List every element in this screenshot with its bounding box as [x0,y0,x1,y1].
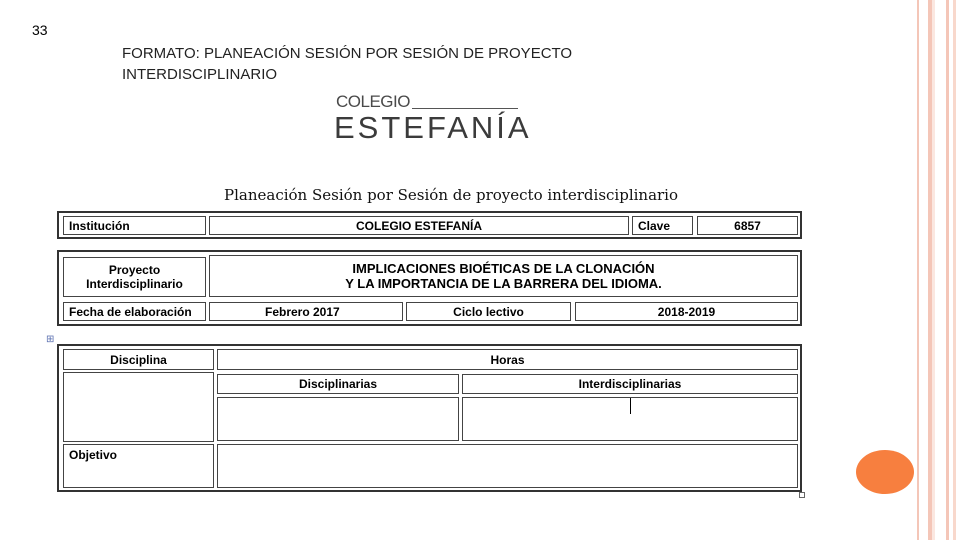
ciclo-label: Ciclo lectivo [406,302,571,321]
slide-title: FORMATO: PLANEACIÓN SESIÓN POR SESIÓN DE PROYECTO INTERDISCIPLINARIO [122,45,573,83]
disciplina-value[interactable] [63,372,214,442]
school-logo [334,92,532,152]
decor-stripe [953,0,956,540]
disciplina-label: Disciplina [63,349,214,370]
logo-top-text: COLEGIO [336,92,410,111]
objetivo-label: Objetivo [63,444,214,488]
decor-circle [856,450,914,494]
horas-label: Horas [217,349,798,370]
project-label-line1: Proyecto [108,263,161,277]
table-resize-handle[interactable] [799,492,805,498]
disciplinarias-label: Disciplinarias [217,374,459,394]
project-label [63,257,206,297]
clave-label: Clave [632,216,693,235]
logo-line [412,108,518,109]
institution-value: COLEGIO ESTEFANÍA [209,216,629,235]
decor-stripe [932,0,935,540]
fecha-label: Fecha de elaboración [63,302,206,321]
logo-main-text: ESTEFANÍA [334,110,532,145]
project-table [57,250,802,326]
clave-value: 6857 [697,216,798,235]
institution-label: Institución [63,216,206,235]
project-value-line2: Y LA IMPORTANCIA DE LA BARRERA DEL IDIOMA. [345,276,662,291]
table-move-handle-icon[interactable]: ⊞ [46,334,55,345]
project-value-line1: IMPLICACIONES BIOÉTICAS DE LA CLONACIÓN [352,261,655,276]
disciplinarias-value[interactable] [217,397,459,441]
discipline-table [57,344,802,492]
project-value [209,255,798,297]
decor-stripe [917,0,919,540]
interdisciplinarias-label: Interdisciplinarias [462,374,798,394]
text-cursor [630,398,631,414]
ciclo-value: 2018-2019 [575,302,798,321]
institution-table [57,211,802,239]
form-title: Planeación Sesión por Sesión de proyecto interdisciplinario [224,186,679,204]
project-label-line2: Interdisciplinario [86,277,183,291]
slide-number: 33 [32,22,48,38]
fecha-value: Febrero 2017 [209,302,403,321]
objetivo-value[interactable] [217,444,798,488]
decor-stripe [946,0,949,540]
